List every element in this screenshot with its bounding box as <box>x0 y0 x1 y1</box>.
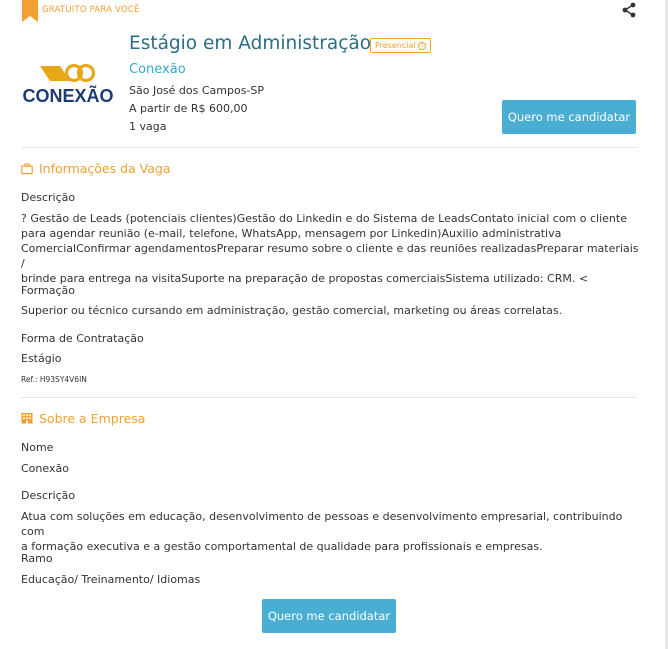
divider <box>21 397 636 398</box>
company-description-line: Atua com soluções em educação, desenvolvimento de pessoas e desenvolvimento empresarial, contribuindo com <box>21 510 623 538</box>
contract-value: Estágio <box>21 352 62 365</box>
bookmark-ribbon-icon <box>22 0 38 22</box>
job-vacancies: 1 vaga <box>129 120 167 133</box>
free-label: GRATUITO PARA VOCÊ <box>42 5 140 15</box>
divider <box>21 147 636 148</box>
apply-button-bottom[interactable]: Quero me candidatar <box>262 599 396 633</box>
job-description <box>21 211 641 286</box>
company-description-label: Descrição <box>21 489 76 502</box>
info-circle-icon: i <box>418 42 426 50</box>
company-description-line: a formação executiva e a gestão comportamental de qualidade para profissionais e empresas. <box>21 540 543 553</box>
company-name-value: Conexão <box>21 462 69 475</box>
job-info-title: Informações da Vaga <box>39 161 171 176</box>
education-label: Formação <box>21 284 75 297</box>
building-icon <box>21 412 33 424</box>
description-line: ComercialConfirmar agendamentosPreparar resumo sobre o cliente e das reuniões realizadasPreparar materiais / <box>21 242 639 270</box>
education-value: Superior ou técnico cursando em administração, gestão comercial, marketing ou áreas correlatas. <box>21 304 563 317</box>
company-name-label: Nome <box>21 441 54 454</box>
logo-text: CONEXÃO <box>22 86 114 104</box>
presencial-badge <box>370 38 431 53</box>
description-label: Descrição <box>21 191 76 204</box>
description-line: ? Gestão de Leads (potenciais clientes)Gestão do Linkedin e do Sistema de LeadsContato inicial com o cliente <box>21 212 627 225</box>
apply-button-top[interactable]: Quero me candidatar <box>502 100 636 134</box>
job-location: São José dos Campos-SP <box>129 84 265 97</box>
sector-label: Ramo <box>21 552 53 565</box>
company-link[interactable]: Conexão <box>129 62 186 77</box>
badge-label: Presencial <box>375 41 416 50</box>
company-info-title: Sobre a Empresa <box>39 411 146 426</box>
job-ref: Ref.: H93SY4V6IN <box>21 375 87 384</box>
briefcase-icon <box>21 163 33 175</box>
company-description <box>21 509 641 554</box>
sector-value: Educação/ Treinamento/ Idiomas <box>21 573 201 586</box>
job-title: Estágio em Administração <box>129 33 372 54</box>
job-salary: A partir de R$ 600,00 <box>129 102 248 115</box>
share-icon[interactable] <box>621 2 637 18</box>
description-line: para agendar reunião (e-mail, telefone, WhatsApp, mensagem por Linkedin)Auxilio administrativa <box>21 227 562 240</box>
company-logo <box>20 64 116 104</box>
contract-label: Forma de Contratação <box>21 332 144 345</box>
description-line: brinde para entrega na visitaSuporte na preparação de propostas comerciaisSistema utilizado: CRM. < <box>21 272 589 285</box>
